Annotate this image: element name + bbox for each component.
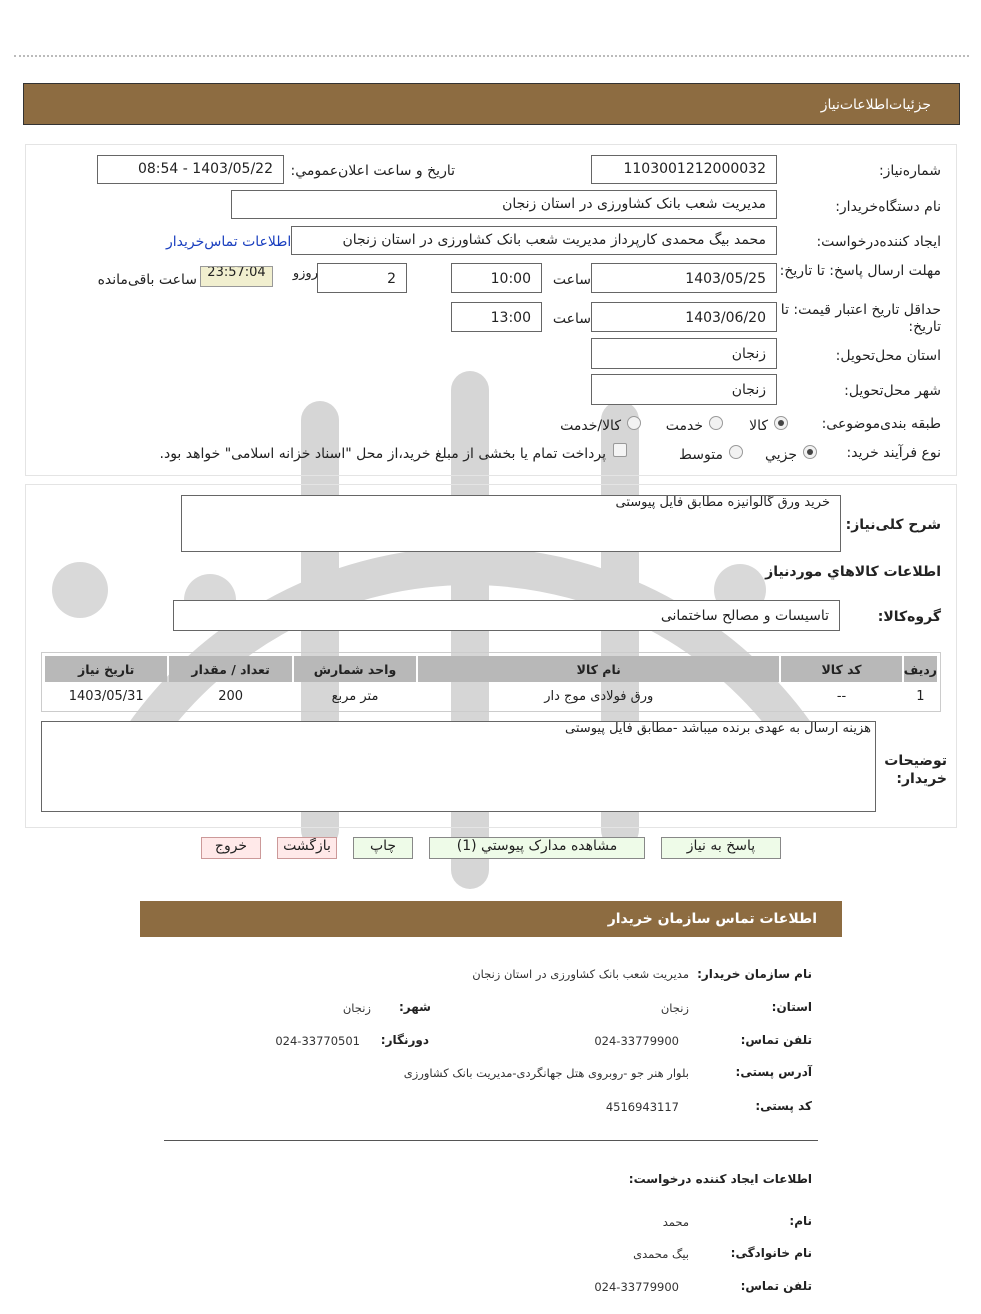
summary-field: خرید ورق گالوانیزه مطابق فایل پیوستی	[181, 495, 841, 552]
countdown-field: 23:57:04	[200, 266, 273, 287]
goods-group-label: گروه‌کالا:	[877, 609, 941, 625]
creator-phone: 024-33779900	[594, 1280, 679, 1294]
process-option-medium: متوسط	[679, 447, 723, 463]
contact-address: بلوار هنر جو -روبروی هتل جهانگردی-مدیریت بانک کشاورزی	[403, 1066, 689, 1080]
contact-phone-label: تلفن تماس:	[740, 1033, 812, 1047]
creator-family-label: نام خانوادگی:	[730, 1246, 812, 1260]
col-qty: تعداد / مقدار	[169, 656, 291, 682]
days-label: روزو	[292, 266, 318, 281]
col-code: کد کالا	[781, 656, 901, 682]
announce-field: 1403/05/22 - 08:54	[97, 155, 284, 184]
need-number-label: شماره‌نیاز:	[878, 163, 941, 179]
contact-province: زنجان	[660, 1001, 689, 1015]
creator-title: اطلاعات ایجاد کننده درخواست:	[628, 1172, 812, 1186]
category-option-goods-service: کالا/خدمت	[560, 418, 621, 434]
contact-title: اطلاعات تماس سازمان خریدار	[607, 911, 817, 927]
cell-row: 1	[916, 688, 925, 704]
process-radio-medium[interactable]	[729, 445, 743, 459]
process-option-minor: جزیي	[765, 447, 797, 463]
cell-name: ورق فولادی موج دار	[544, 688, 654, 704]
goods-table	[43, 654, 939, 710]
col-date: تاریخ نیاز	[45, 656, 167, 682]
contact-org-label: نام سازمان خریدار:	[697, 967, 812, 981]
process-label: نوع فرآیند خرید:	[846, 445, 941, 461]
top-separator	[14, 55, 969, 57]
validity-label: حداقل تاریخ اعتبار قیمت: تا تاریخ:	[780, 302, 941, 335]
validity-time-field: 13:00	[451, 302, 542, 332]
contact-fax-label: دورنگار:	[380, 1033, 429, 1047]
cell-unit: متر مربع	[331, 688, 379, 704]
reply-button[interactable]: پاسخ به نیاز	[661, 837, 781, 859]
page-title: جزئیات‌اطلاعات‌نیاز	[820, 97, 931, 113]
cell-code: --	[836, 688, 847, 704]
deadline-date-field: 1403/05/25	[591, 263, 777, 293]
buyer-org-field: مدیریت شعب بانک کشاورزی در استان زنجان	[231, 190, 777, 219]
requester-label: ایجاد کننده‌درخواست:	[816, 234, 941, 250]
deadline-time-label: ساعت	[552, 272, 591, 288]
col-row: ردیف	[904, 656, 937, 682]
requester-field: محمد بیگ محمدی کارپرداز مدیریت شعب بانک کشاورزی در استان زنجان	[291, 226, 777, 255]
province-label: استان محل‌تحویل:	[835, 348, 941, 364]
contact-postal-label: کد پستی:	[755, 1099, 812, 1113]
col-name: نام کالا	[418, 656, 779, 682]
contact-city-label: شهر:	[399, 1000, 431, 1014]
contact-city: زنجان	[342, 1001, 371, 1015]
treasury-checkbox[interactable]	[613, 443, 627, 457]
buyer-notes-label: توضیحات خریدار:	[884, 753, 947, 787]
category-radio-service[interactable]	[709, 416, 723, 430]
remaining-label: ساعت باقی‌مانده	[97, 272, 197, 288]
creator-phone-label: تلفن تماس:	[740, 1279, 812, 1293]
buyer-contact-link[interactable]: اطلاعات تماس‌خریدار	[166, 234, 292, 250]
city-field: زنجان	[591, 374, 777, 405]
attachments-button[interactable]: مشاهده مدارک پیوستي (1)	[429, 837, 645, 859]
province-field: زنجان	[591, 338, 777, 369]
summary-label: شرح کلی‌نیاز:	[845, 517, 941, 533]
deadline-label: مهلت ارسال پاسخ: تا تاریخ:	[779, 263, 941, 279]
print-button[interactable]: چاپ	[353, 837, 413, 859]
category-label: طبقه بندی‌موضوعی:	[821, 416, 941, 432]
creator-name-label: نام:	[789, 1214, 812, 1228]
announce-label: تاریخ و ساعت اعلان‌عمومي:	[290, 163, 455, 179]
goods-group-field: تاسیسات و مصالح ساختمانی	[173, 600, 840, 631]
category-radio-goods[interactable]	[774, 416, 788, 430]
contact-divider	[164, 1140, 818, 1141]
category-radio-goods-service[interactable]	[627, 416, 641, 430]
validity-date-field: 1403/06/20	[591, 302, 777, 332]
contact-header-bar	[140, 901, 842, 937]
days-field: 2	[317, 263, 407, 293]
cell-qty: 200	[218, 688, 244, 704]
back-button[interactable]: بازگشت	[277, 837, 337, 859]
contact-phone: 024-33779900	[594, 1034, 679, 1048]
page-header-bar	[23, 83, 960, 125]
city-label: شهر محل‌تحویل:	[844, 383, 941, 399]
table-row	[45, 684, 937, 708]
contact-province-label: استان:	[771, 1000, 812, 1014]
col-unit: واحد شمارش	[294, 656, 416, 682]
contact-fax: 024-33770501	[275, 1034, 360, 1048]
buyer-org-label: نام دستگاه‌خریدار:	[835, 199, 941, 215]
category-option-service: خدمت	[665, 418, 703, 434]
buyer-notes-field: هزینه ارسال به عهدی برنده میباشد -مطابق فایل پیوستی	[41, 721, 876, 812]
cell-date: 1403/05/31	[68, 688, 144, 704]
treasury-note: پرداخت تمام یا بخشی از مبلغ خرید،از محل "اسناد خزانه اسلامی" خواهد بود.	[159, 446, 606, 462]
goods-section-title: اطلاعات کالاهاي مورد‌نیاز	[765, 564, 941, 580]
category-option-goods: کالا	[749, 418, 768, 434]
need-number-field: 1103001212000032	[591, 155, 777, 184]
exit-button[interactable]: خروج	[201, 837, 261, 859]
contact-org: مدیریت شعب بانک کشاورزی در استان زنجان	[472, 967, 689, 981]
contact-address-label: آدرس پستی:	[735, 1065, 812, 1079]
contact-postal: 4516943117	[605, 1100, 679, 1114]
process-radio-minor[interactable]	[803, 445, 817, 459]
creator-name: محمد	[662, 1215, 689, 1229]
goods-table-header	[45, 656, 937, 682]
deadline-time-field: 10:00	[451, 263, 542, 293]
validity-time-label: ساعت	[552, 311, 591, 327]
creator-family: بیگ محمدی	[633, 1247, 689, 1261]
